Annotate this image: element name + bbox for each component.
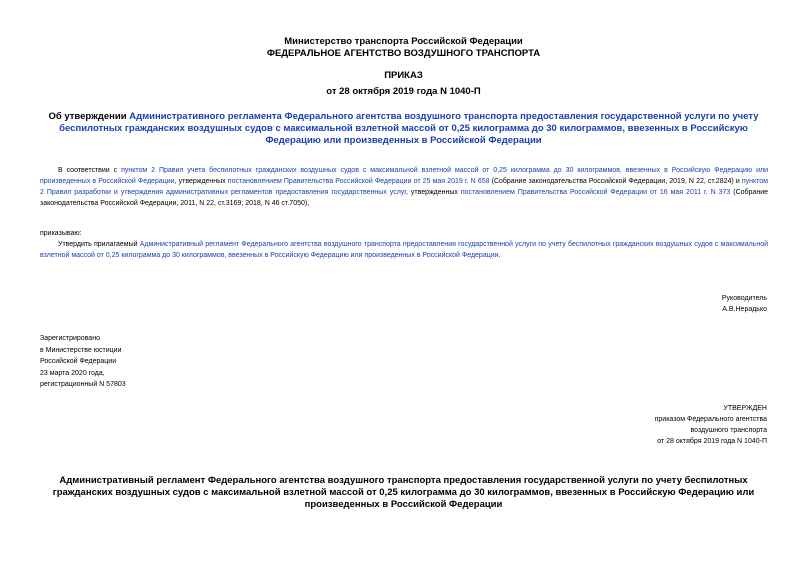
doc-date-number: от 28 октября 2019 года N 1040-П: [326, 86, 481, 97]
decree-658-link[interactable]: постановлением Правительства Российской Федерации от 25 мая 2019 г. N 658: [227, 178, 490, 185]
signature-block: [722, 293, 767, 315]
preamble-text-3: (Собрание законодательства Российской Федерации, 2019, N 22, ст.2824) и: [489, 178, 742, 185]
rules-regulations-link[interactable]: пунктом 2 Правил разработки и утверждения административных регламентов предоставления государственных услуг: [40, 178, 768, 196]
order-paragraph: [40, 239, 768, 261]
order-text-2: .: [498, 252, 501, 259]
doc-type-heading: ПРИКАЗ: [384, 70, 423, 81]
preamble-text-4: , утвержденных: [405, 189, 461, 196]
signature-position: Руководитель: [721, 295, 767, 302]
order-command: приказываю:: [40, 230, 82, 237]
approval-line: воздушного транспорта: [690, 427, 767, 434]
registration-line: Российской Федерации: [40, 358, 117, 365]
rules-uav-link[interactable]: пунктом 2 Правил учета беспилотных гражданских воздушных судов с максимальной взлетной массой от 0,25 килограмма до 30 килограммов, ввезенных в Российскую Федерацию или произведенных в Российской Федерации: [40, 167, 769, 185]
signature-name: А.В.Нерадько: [722, 306, 767, 313]
preamble-text-5: (Собрание законодательства Российской Федерации, 2011, N 22, ст.3169; 2018, N 46 ст.7050),: [40, 189, 768, 207]
decree-373-link[interactable]: постановлением Правительства Российской Федерации от 16 мая 2011 г. N 373: [460, 189, 731, 196]
approval-line: приказом Федерального агентства: [654, 416, 767, 423]
registration-block: [40, 333, 126, 391]
order-title-link[interactable]: Административного регламента Федерального агентства воздушного транспорта предоставления государственной услуги по учету беспилотных гражданских воздушных судов с максимальной взлетной массой от 0,25 килограмма до 30 килограммов, ввезенных в Российскую Федерацию или произведенных в Российской Федерации: [59, 111, 759, 146]
preamble-paragraph: [40, 165, 768, 209]
order-title: [36, 111, 771, 147]
registration-line: в Министерстве юстиции: [40, 346, 122, 354]
registration-line: Зарегистрировано: [40, 335, 100, 342]
order-title-prefix: Об утверждении: [48, 111, 130, 122]
regulation-title: Административный регламент Федерального агентства воздушного транспорта предоставления государственной услуги по учету беспилотных гражданских воздушных судов с максимальной взлетной массой от 0,25 килограмма до 30 килограммов, ввезенных в Российскую Федерацию или произведенных в Российской Федерации: [52, 475, 755, 510]
preamble-text-1: В соответствии с: [58, 167, 122, 174]
approval-line: УТВЕРЖДЕН: [723, 405, 767, 412]
agency-heading: ФЕДЕРАЛЬНОЕ АГЕНТСТВО ВОЗДУШНОГО ТРАНСПОРТА: [266, 48, 541, 59]
regulation-link[interactable]: Административный регламент Федерального агентства воздушного транспорта предоставления государственной услуги по учету беспилотных гражданских воздушных судов с максимальной взлетной массой от 0,25 килограмма до 30 килограммов, ввезенных в Российскую Федерацию или произведенных в Российской Федерации: [40, 241, 769, 259]
registration-line: 23 марта 2020 года,: [40, 369, 105, 377]
approval-line: от 28 октября 2019 года N 1040-П: [657, 438, 767, 445]
ministry-heading: Министерство транспорта Российской Федерации: [284, 36, 523, 47]
order-text-1: Утвердить прилагаемый: [58, 241, 140, 248]
preamble-text-2: , утвержденных: [174, 178, 228, 185]
registration-line: регистрационный N 57803: [40, 381, 126, 388]
approval-block: [655, 403, 767, 447]
